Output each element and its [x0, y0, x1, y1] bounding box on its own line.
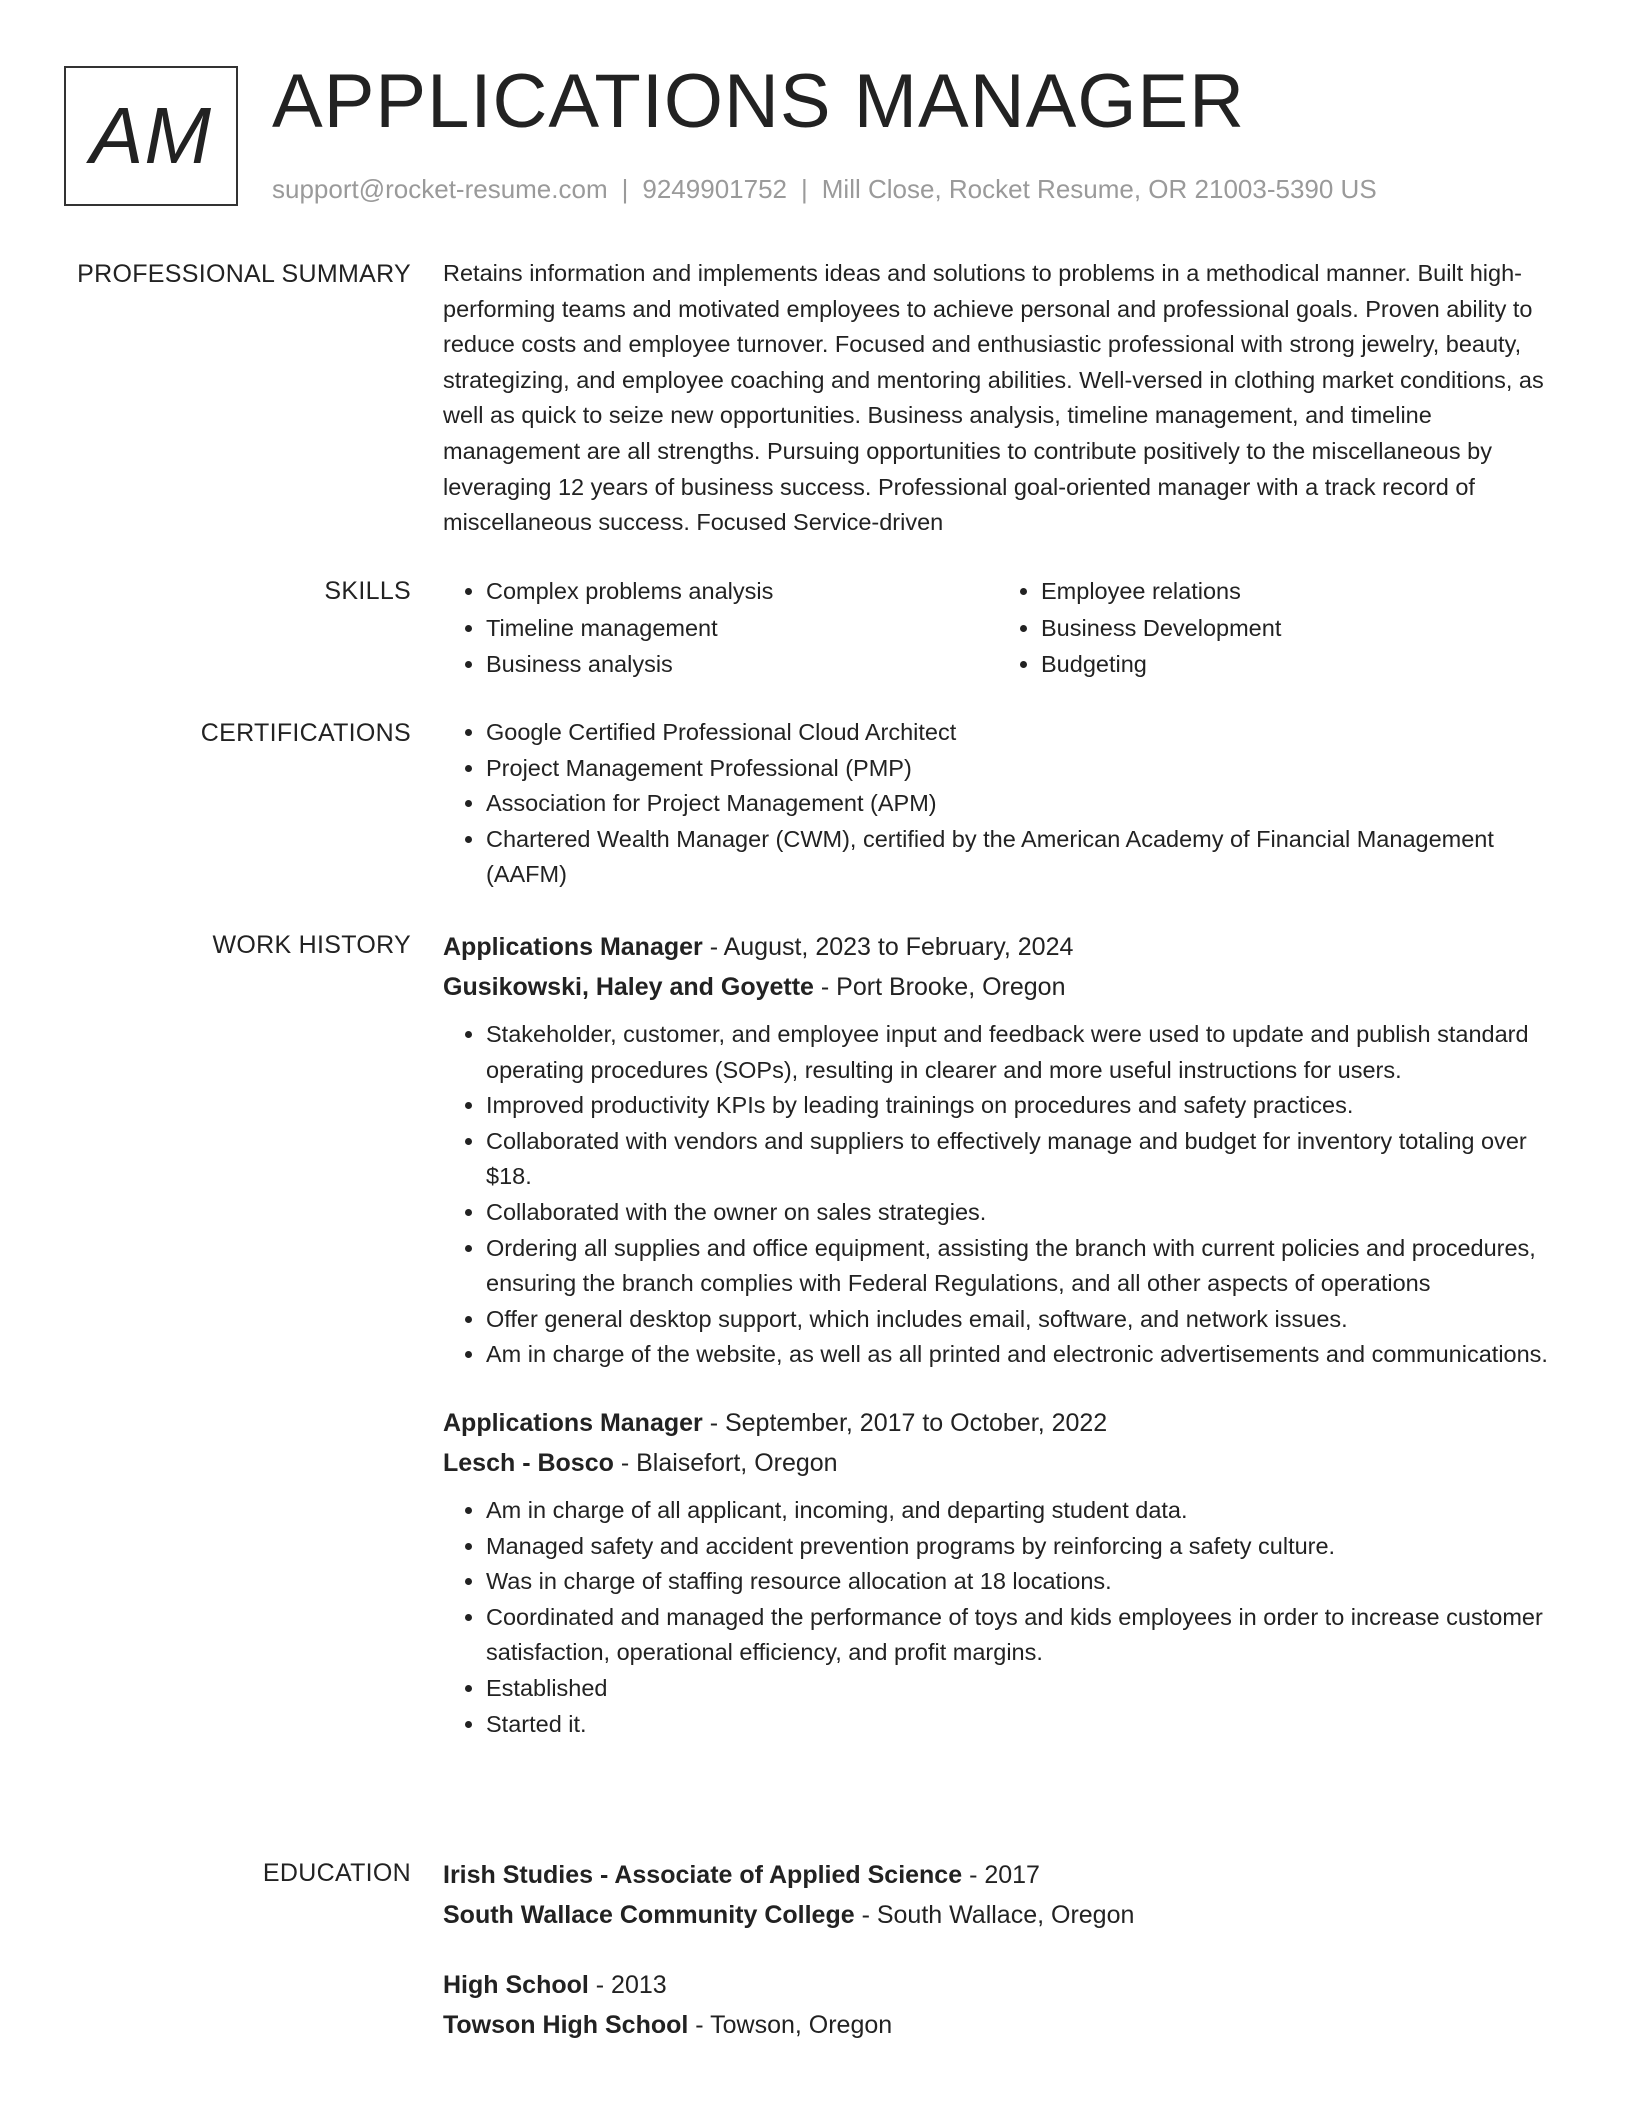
page-title: APPLICATIONS MANAGER	[272, 59, 1246, 144]
certification-item: • Association for Project Management (APM)	[486, 786, 1553, 822]
education-entry	[443, 1965, 1553, 2045]
certification-item: • Chartered Wealth Manager (CWM), certified by the American Academy of Financial Management (AAFM)	[486, 822, 1553, 893]
job-bullet: • Established	[486, 1671, 1553, 1707]
job-entry	[443, 927, 1553, 1373]
job-title: Applications Manager	[443, 933, 703, 961]
skill-item: • Business analysis	[486, 646, 998, 683]
job-bullet: • Stakeholder, customer, and employee input and feedback were used to update and publish standard operating procedures (SOPs), resulting in clearer and more useful instructions for users.	[486, 1017, 1553, 1088]
skill-item: • Employee relations	[1041, 573, 1553, 610]
job-bullet: • Started it.	[486, 1707, 1553, 1743]
job-company-line	[443, 967, 1553, 1007]
skills-column-1	[443, 573, 998, 683]
job-bullet: • Was in charge of staffing resource allocation at 18 locations.	[486, 1564, 1553, 1600]
job-bullet: • Coordinated and managed the performance of toys and kids employees in order to increase customer satisfaction, operational efficiency, and profit margins.	[486, 1600, 1553, 1671]
job-title-line	[443, 1403, 1553, 1443]
education-year: - 2017	[962, 1861, 1040, 1889]
monogram-logo: AM	[64, 66, 238, 206]
work-history-body	[443, 927, 1553, 1742]
job-dates: - August, 2023 to February, 2024	[702, 933, 1074, 961]
contact-line	[272, 172, 1377, 206]
job-bullet: • Offer general desktop support, which includes email, software, and network issues.	[486, 1302, 1553, 1338]
contact-separator: |	[801, 174, 808, 204]
job-location: - Blaisefort, Oregon	[613, 1448, 838, 1477]
education-school: South Wallace Community College	[443, 1901, 855, 1929]
job-bullet: • Improved productivity KPIs by leading trainings on procedures and safety practices.	[486, 1088, 1553, 1124]
job-bullet: • Managed safety and accident prevention programs by reinforcing a safety culture.	[486, 1529, 1553, 1565]
job-company-line	[443, 1443, 1553, 1483]
job-bullet: • Am in charge of the website, as well as all printed and electronic advertisements and communications.	[486, 1337, 1553, 1373]
certifications-heading: CERTIFICATIONS	[200, 719, 411, 747]
education-degree: High School	[443, 1971, 589, 1999]
job-title-line	[443, 927, 1553, 967]
job-bullet: • Ordering all supplies and office equipment, assisting the branch with current policies and procedures, ensuring the branch complies with Federal Regulations, and all other aspects of operations	[486, 1231, 1553, 1302]
summary-heading: PROFESSIONAL SUMMARY	[77, 260, 411, 288]
work-history-heading: WORK HISTORY	[212, 931, 411, 959]
certification-item: • Google Certified Professional Cloud Architect	[486, 715, 1553, 751]
skills-column-2	[998, 573, 1553, 683]
skills-grid	[443, 573, 1553, 683]
skill-item: • Business Development	[1041, 610, 1553, 647]
education-heading: EDUCATION	[262, 1859, 411, 1887]
job-title: Applications Manager	[443, 1408, 703, 1437]
summary-text: Retains information and implements ideas and solutions to problems in a methodical manner. Built high-performing teams and motivated employees to achieve personal and professional goals. Proven ability to reduce costs and employee turnover. Focused and enthusiastic professional with strong jewelry, beauty, strategizing, and employee coaching and mentoring abilities. Well-versed in clothing market conditions, as well as quick to seize new opportunities. Business analysis, timeline management, and timeline management are all strengths. Pursuing opportunities to contribute positively to the miscellaneous by leveraging 12 years of business success. Professional goal-oriented manager with a track record of miscellaneous success. Focused Service-driven	[443, 260, 1544, 536]
summary-body	[443, 256, 1553, 541]
education-school-line	[443, 1895, 1553, 1935]
job-bullet: • Collaborated with the owner on sales strategies.	[486, 1195, 1553, 1231]
education-school-line	[443, 2005, 1553, 2045]
job-bullets	[443, 1017, 1553, 1373]
skill-item: • Complex problems analysis	[486, 573, 998, 610]
skill-item: • Budgeting	[1041, 646, 1553, 683]
education-body	[443, 1855, 1553, 2045]
skills-heading: SKILLS	[324, 577, 411, 605]
education-degree-line	[443, 1855, 1553, 1895]
education-degree: Irish Studies - Associate of Applied Science	[443, 1861, 963, 1889]
education-degree-line	[443, 1965, 1553, 2005]
education-entry	[443, 1855, 1553, 1935]
job-bullets	[443, 1493, 1553, 1742]
certifications-body	[443, 715, 1553, 893]
education-location: - South Wallace, Oregon	[854, 1901, 1135, 1929]
certification-item: • Project Management Professional (PMP)	[486, 751, 1553, 787]
skill-item: • Timeline management	[486, 610, 998, 647]
contact-phone: 9249901752	[642, 174, 787, 204]
job-entry	[443, 1403, 1553, 1742]
job-bullet: • Am in charge of all applicant, incoming, and departing student data.	[486, 1493, 1553, 1529]
job-company: Lesch - Bosco	[443, 1448, 614, 1477]
education-school: Towson High School	[443, 2011, 689, 2039]
job-location: - Port Brooke, Oregon	[813, 973, 1066, 1001]
education-location: - Towson, Oregon	[688, 2011, 893, 2039]
job-dates: - September, 2017 to October, 2022	[702, 1408, 1108, 1437]
contact-address: Mill Close, Rocket Resume, OR 21003-5390 US	[821, 174, 1377, 204]
contact-email: support@rocket-resume.com	[272, 174, 608, 204]
certifications-list	[443, 715, 1553, 893]
job-company: Gusikowski, Haley and Goyette	[443, 973, 814, 1001]
education-year: - 2013	[588, 1971, 667, 1999]
job-bullet: • Collaborated with vendors and suppliers to effectively manage and budget for inventory totaling over $18.	[486, 1124, 1553, 1195]
contact-separator: |	[621, 174, 629, 204]
